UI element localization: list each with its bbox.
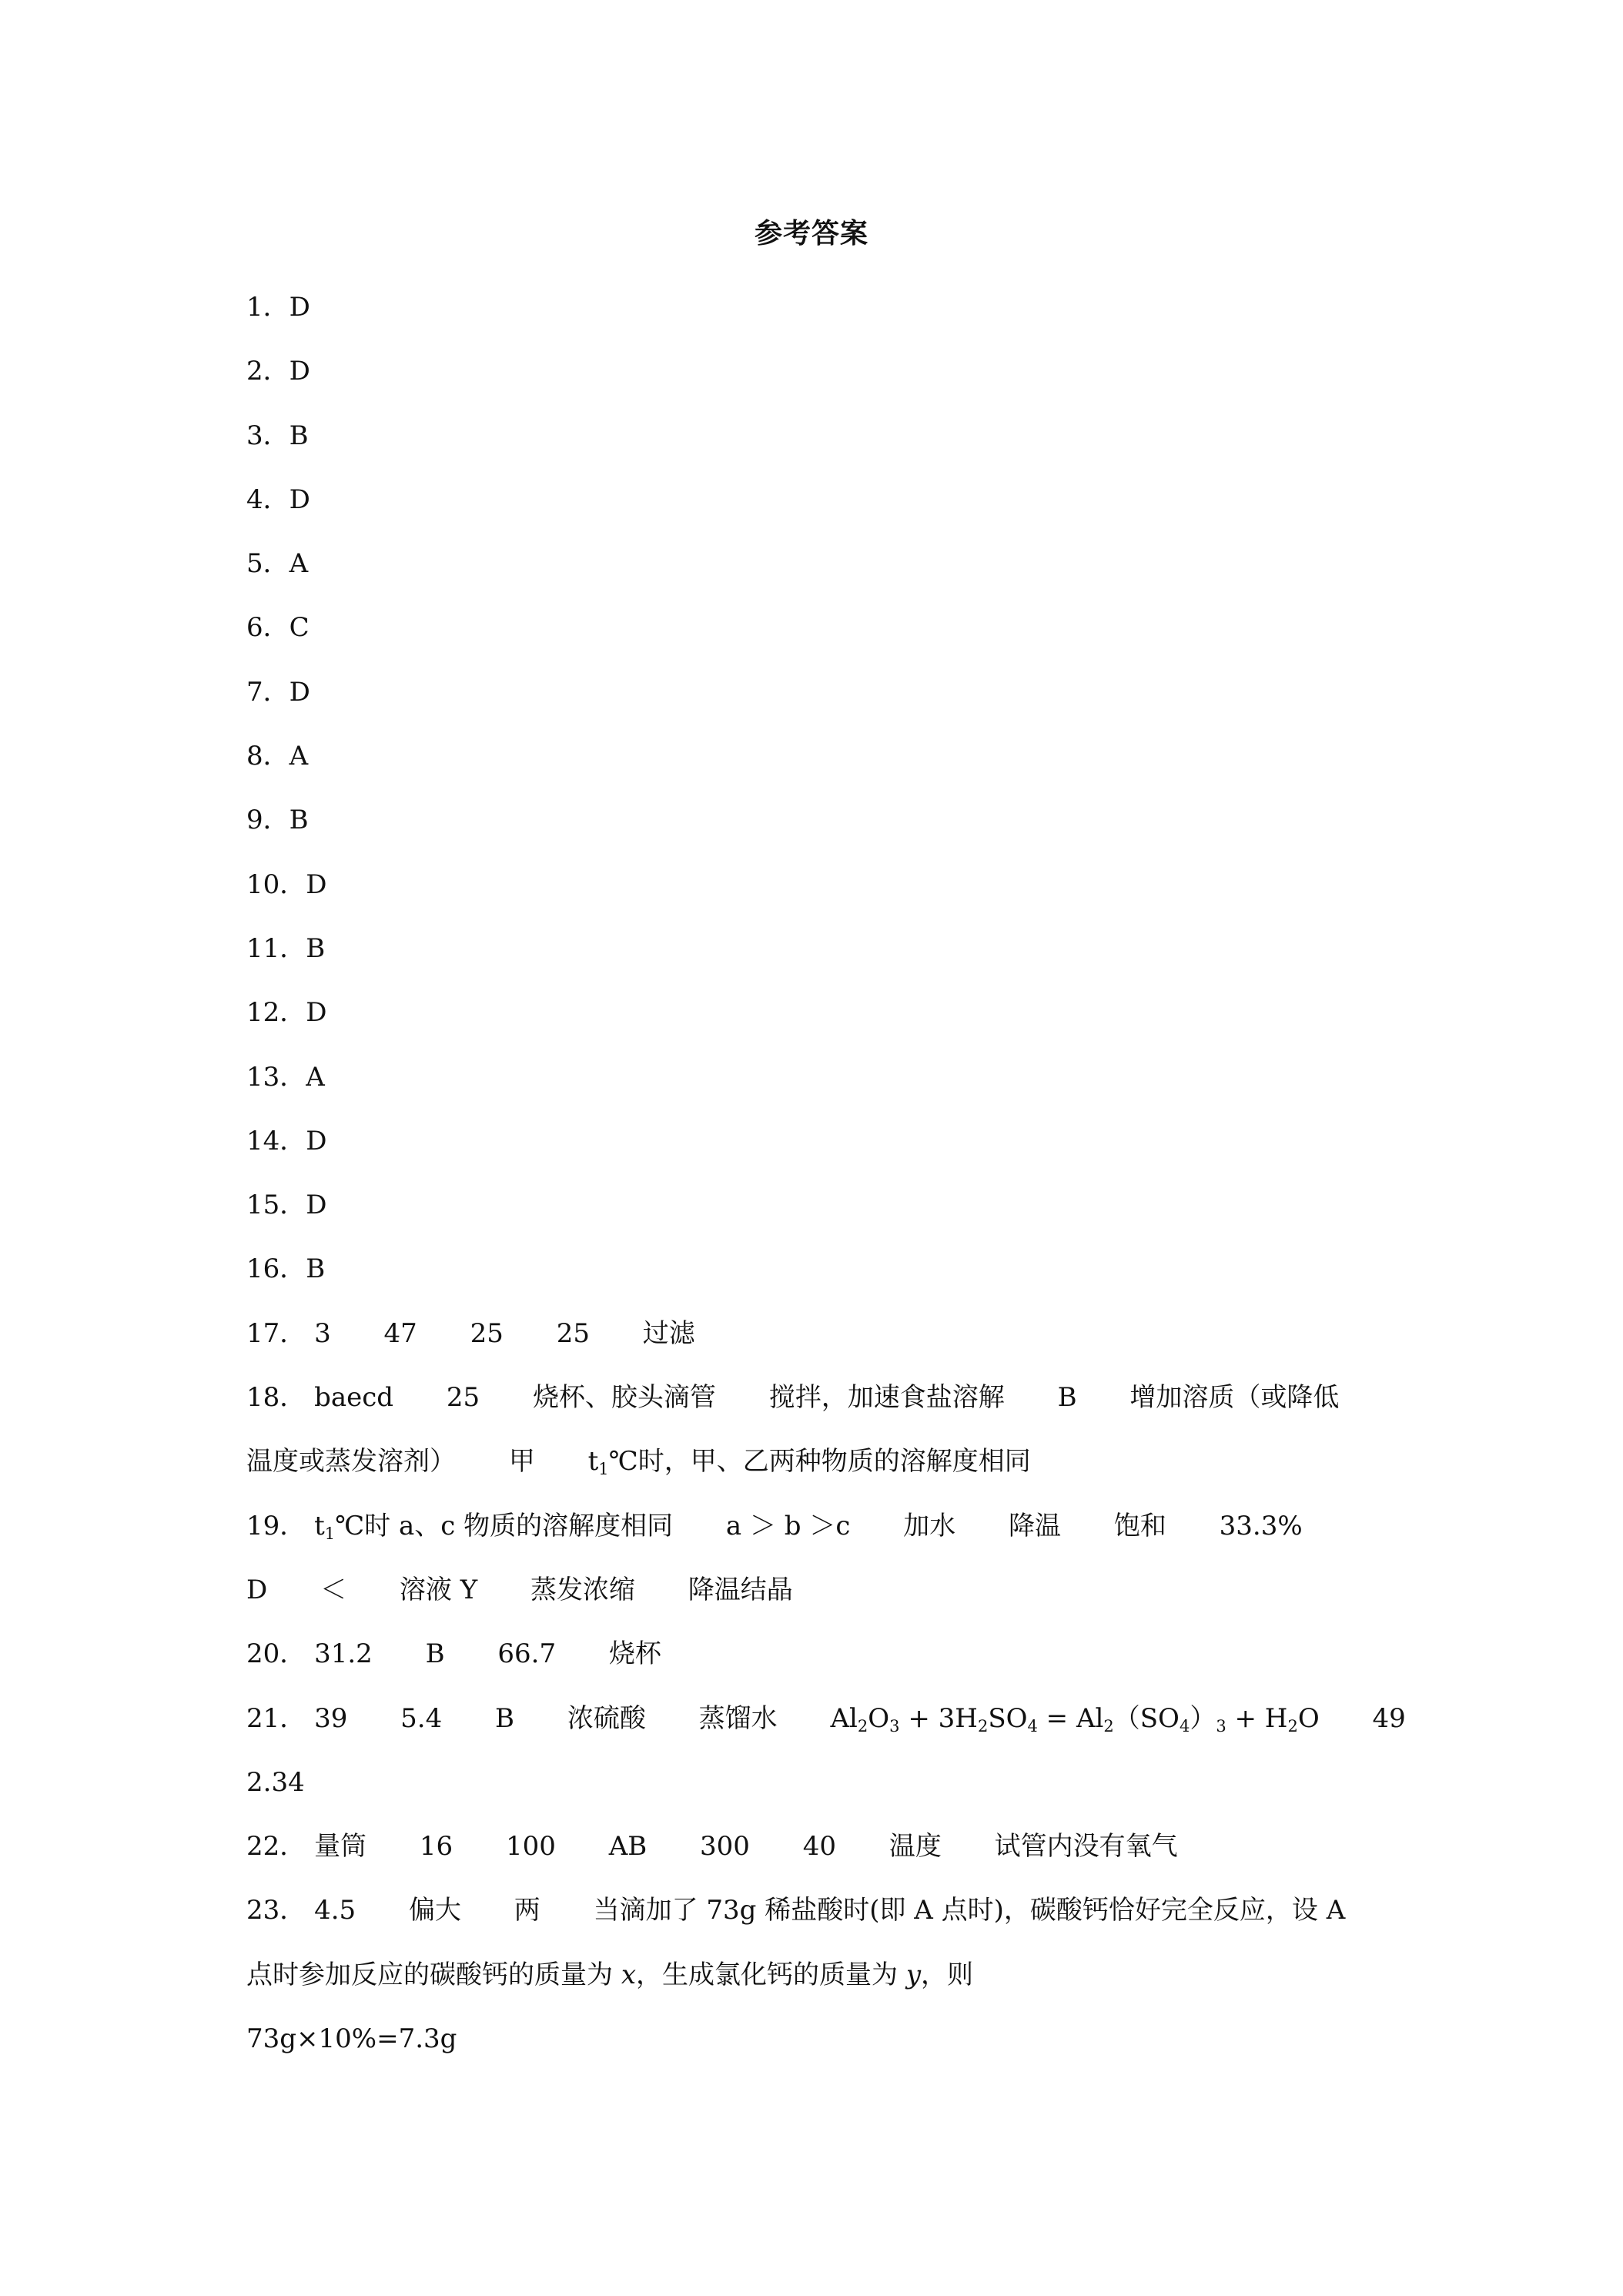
answer-choice: C: [289, 612, 310, 644]
answer-number: 4．: [246, 484, 289, 515]
answer-choice: A: [306, 1061, 325, 1093]
answer-row: [246, 340, 1386, 403]
answer-number: 8．: [246, 741, 289, 772]
answer-19-line-1: [246, 1494, 1386, 1558]
answer-item: 4.5: [314, 1895, 356, 1926]
answer-number: 19．: [246, 1510, 306, 1541]
answer-item: 66.7: [497, 1638, 557, 1670]
eq-part: O: [868, 1702, 890, 1734]
answer-row: [246, 1237, 1386, 1301]
answer-number: 17．: [246, 1317, 306, 1349]
answer-number: 5．: [246, 548, 289, 580]
answer-choice: D: [289, 292, 310, 323]
answer-item: 蒸发浓缩: [530, 1574, 635, 1605]
answer-row: [246, 788, 1386, 852]
answer-number: 3．: [246, 420, 289, 451]
answer-row: [246, 1173, 1386, 1237]
answer-row: [246, 1110, 1386, 1173]
subscript: 2: [1103, 1716, 1114, 1735]
answer-23-line-1: [246, 1879, 1386, 1943]
answer-choice: A: [289, 741, 309, 772]
answer-item: 两: [514, 1895, 540, 1926]
variable-y: y: [905, 1959, 922, 1990]
answer-item: 烧杯: [608, 1638, 661, 1670]
answer-item: 47: [383, 1317, 417, 1349]
variable-x: x: [621, 1959, 636, 1990]
answer-row: [246, 532, 1386, 596]
answer-text: ℃时 a、c 物质的溶解度相同: [335, 1510, 674, 1541]
answer-item: 甲: [508, 1446, 535, 1478]
answer-choice: A: [289, 548, 309, 580]
answer-17: [246, 1302, 1386, 1366]
answer-row: [246, 725, 1386, 788]
answer-item: 49: [1372, 1702, 1406, 1734]
answer-item: 搅拌，加速食盐溶解: [768, 1382, 1005, 1414]
subscript: 3: [889, 1716, 900, 1735]
answer-21-line-1: [246, 1687, 1406, 1751]
answer-item: 3: [314, 1317, 331, 1349]
answer-item: a ＞ b ＞c: [725, 1510, 851, 1541]
answer-number: 13．: [246, 1061, 306, 1093]
temp-symbol: t: [314, 1510, 325, 1541]
answer-item: 量筒: [314, 1831, 367, 1863]
answer-row: [246, 853, 1386, 917]
answer-item: baecd: [314, 1382, 394, 1414]
eq-part: Al: [830, 1702, 858, 1734]
answer-row: [246, 596, 1386, 660]
answer-item: 降温结晶: [688, 1574, 793, 1605]
answer-text: 73g×10%=7.3g: [246, 2023, 457, 2055]
answer-number: 6．: [246, 612, 289, 644]
answer-number: 16．: [246, 1253, 306, 1285]
answer-row: [246, 981, 1386, 1045]
answer-item: 25: [470, 1317, 504, 1349]
answer-item: 过滤: [642, 1317, 695, 1349]
temp-symbol: t: [587, 1446, 599, 1478]
answer-item: 偏大: [408, 1895, 461, 1926]
answer-item: AB: [608, 1831, 648, 1863]
answer-item: 增加溶质（或降低: [1129, 1382, 1340, 1414]
answer-item: 5.4: [400, 1702, 443, 1734]
answer-number: 12．: [246, 997, 306, 1029]
eq-part: = Al: [1037, 1702, 1104, 1734]
answer-18-line-2: [246, 1430, 1386, 1494]
answer-item: 蒸馏水: [698, 1702, 778, 1734]
answer-number: 15．: [246, 1190, 306, 1221]
answer-number: 21．: [246, 1702, 306, 1734]
answer-20: [246, 1622, 1386, 1686]
answer-number: 9．: [246, 805, 289, 836]
answer-list: [246, 276, 1406, 2071]
answer-item: 浓硫酸: [567, 1702, 646, 1734]
eq-part: + H: [1226, 1702, 1288, 1734]
answer-number: 14．: [246, 1125, 306, 1156]
answer-number: 2．: [246, 356, 289, 387]
answer-text: 点时参加反应的碳酸钙的质量为: [246, 1959, 621, 1990]
answer-item: 溶液 Y: [399, 1574, 478, 1605]
answer-item: B: [425, 1638, 445, 1670]
subscript: 2: [977, 1716, 989, 1735]
answer-item: 33.3%: [1219, 1510, 1303, 1541]
answer-item: 烧杯、胶头滴管: [532, 1382, 716, 1414]
answer-item: 2.34: [246, 1766, 305, 1798]
answer-22: [246, 1815, 1386, 1879]
answer-item: 100: [505, 1831, 556, 1863]
answer-item: ＜: [320, 1574, 347, 1605]
answer-item: 31.2: [314, 1638, 373, 1670]
page-title: 参考答案: [754, 217, 868, 249]
answer-item: 温度: [888, 1831, 942, 1863]
answer-item: 降温: [1009, 1510, 1062, 1541]
answer-choice: D: [306, 869, 327, 900]
subscript: 3: [1216, 1716, 1226, 1735]
answer-choice: D: [306, 1190, 327, 1221]
answer-text: ℃时，甲、乙两种物质的溶解度相同: [608, 1446, 1031, 1478]
answer-choice: D: [289, 356, 310, 387]
answer-number: 18．: [246, 1382, 306, 1414]
subscript: 4: [1027, 1716, 1038, 1735]
answer-item: 40: [802, 1831, 837, 1863]
answer-item: 39: [314, 1702, 348, 1734]
answer-23-line-3: [246, 2007, 1386, 2071]
answer-item: 加水: [903, 1510, 956, 1541]
answer-choice: B: [306, 932, 326, 964]
answer-item: 温度或蒸发溶剂）: [246, 1446, 456, 1478]
answer-number: 10．: [246, 869, 306, 900]
answer-item: 饱和: [1113, 1510, 1166, 1541]
answer-21-line-2: [246, 1751, 1386, 1815]
chemical-equation: [830, 1687, 1319, 1751]
answer-choice: D: [306, 997, 327, 1029]
subscript: 4: [1179, 1716, 1190, 1735]
answer-row: [246, 661, 1386, 725]
answer-number: 7．: [246, 676, 289, 708]
answer-row: [246, 276, 1386, 340]
answer-18-line-1: [246, 1366, 1386, 1430]
answer-row: [246, 404, 1386, 468]
simple-answers: [246, 276, 1386, 1302]
answer-19-line-2: [246, 1558, 1386, 1622]
eq-part: ）: [1190, 1702, 1216, 1734]
subscript: 1: [598, 1460, 609, 1479]
answer-choice: B: [306, 1253, 326, 1285]
answer-choice: D: [306, 1125, 327, 1156]
eq-part: O: [1297, 1702, 1320, 1734]
answer-item: 当滴加了 73g 稀盐酸时(即 A 点时)，碳酸钙恰好完全反应，设 A: [593, 1895, 1346, 1926]
answer-number: 1．: [246, 292, 289, 323]
answer-item: 试管内没有氧气: [994, 1831, 1178, 1863]
answer-number: 11．: [246, 932, 306, 964]
subscript: 2: [857, 1716, 868, 1735]
eq-part: （SO: [1113, 1702, 1180, 1734]
answer-choice: D: [289, 484, 310, 515]
answer-item: 16: [419, 1831, 453, 1863]
answer-row: [246, 917, 1386, 981]
eq-part: + 3H: [899, 1702, 978, 1734]
answer-item: D: [246, 1574, 268, 1605]
answer-23-line-2: [246, 1943, 1386, 2007]
answer-row: [246, 1046, 1386, 1110]
answer-text: ，则: [921, 1959, 974, 1990]
answer-number: 23．: [246, 1895, 306, 1926]
answer-number: 20．: [246, 1638, 306, 1670]
eq-part: SO: [988, 1702, 1028, 1734]
subscript: 2: [1287, 1716, 1298, 1735]
answer-choice: D: [289, 676, 310, 708]
subscript: 1: [324, 1524, 336, 1543]
answer-choice: B: [289, 420, 309, 451]
answer-item: [314, 1494, 673, 1558]
answer-item: 300: [700, 1831, 750, 1863]
answer-item: [588, 1430, 1031, 1494]
answer-number: 22．: [246, 1831, 306, 1863]
answer-text: ，生成氯化钙的质量为: [636, 1959, 906, 1990]
answer-item: B: [495, 1702, 515, 1734]
answer-row: [246, 468, 1386, 532]
answer-choice: B: [289, 805, 309, 836]
answer-item: 25: [446, 1382, 480, 1414]
answer-item: B: [1057, 1382, 1077, 1414]
answer-item: 25: [556, 1317, 590, 1349]
